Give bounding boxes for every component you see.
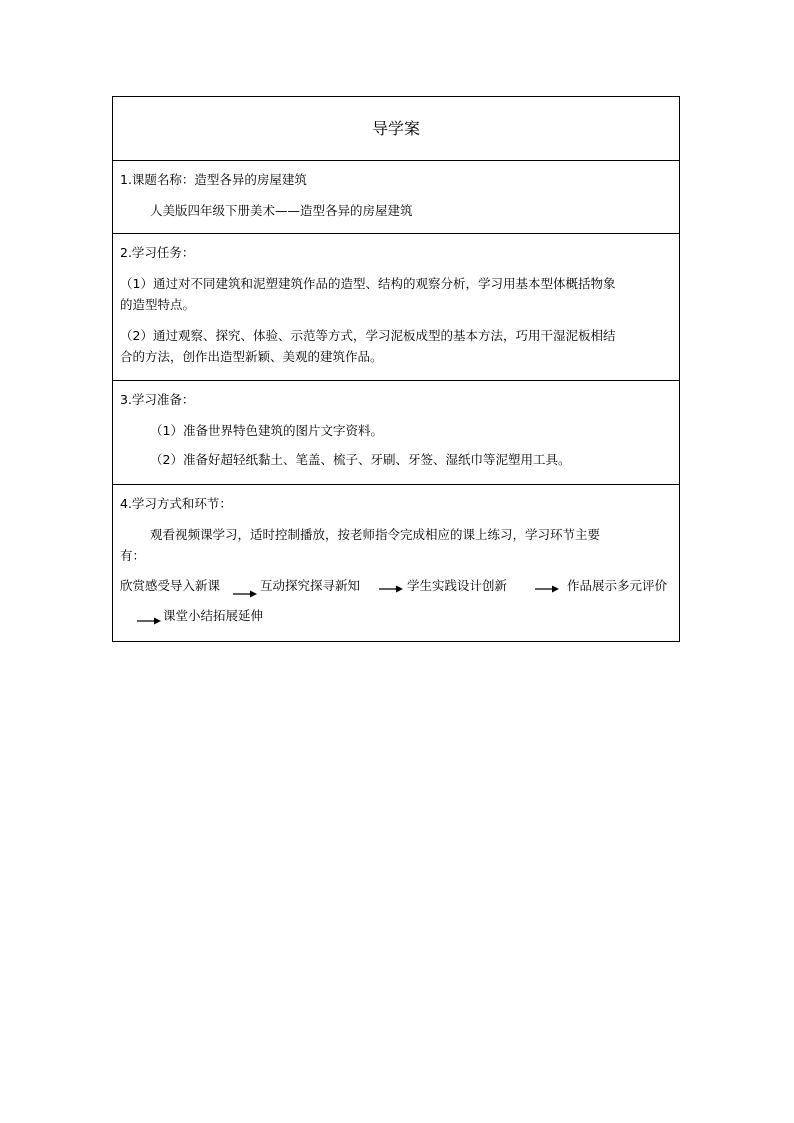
- process-flow-row-1: [120, 575, 672, 603]
- section-topic-heading: 1.课题名称：造型各异的房屋建筑: [120, 172, 307, 187]
- process-step-3: 学生实践设计创新: [407, 578, 508, 593]
- arrow-right-icon: [535, 584, 559, 594]
- task-item-1: [120, 273, 672, 315]
- section-topic: [113, 160, 679, 233]
- prep-item-2: （2）准备好超轻纸黏土、笔盖、梳子、牙刷、牙签、湿纸巾等泥塑用工具。: [150, 452, 571, 467]
- section-method: [113, 484, 679, 641]
- task-item-2: [120, 325, 672, 367]
- section-tasks: [113, 233, 679, 380]
- section-topic-content: 人美版四年级下册美术——造型各异的房屋建筑: [150, 203, 413, 218]
- section-tasks-heading: 2.学习任务：: [120, 245, 195, 260]
- method-intro-line-2: 有：: [120, 548, 146, 563]
- section-preparation: [113, 380, 679, 484]
- method-intro-line-1: 观看视频课学习，适时控制播放，按老师指令完成相应的课上练习，学习环节主要: [150, 527, 601, 542]
- section-method-heading: 4.学习方式和环节：: [120, 496, 232, 511]
- arrow-right-icon: [233, 589, 257, 599]
- title-row: [113, 97, 679, 160]
- prep-item-1: （1）准备世界特色建筑的图片文字资料。: [150, 423, 383, 438]
- process-step-4: 作品展示多元评价: [567, 578, 668, 593]
- process-step-2: 互动探究探寻新知: [260, 578, 361, 593]
- process-flow-row-2: [120, 605, 672, 633]
- guide-table: [112, 96, 680, 642]
- process-step-5: 课堂小结拓展延伸: [163, 608, 264, 623]
- arrow-right-icon: [379, 584, 403, 594]
- process-step-1: 欣赏感受导入新课: [120, 578, 221, 593]
- arrow-right-icon: [137, 616, 161, 626]
- task-item-2-line-2: 合的方法，创作出造型新颖、美观的建筑作品。: [120, 349, 383, 364]
- task-item-2-line-1: （2）通过观察、探究、体验、示范等方式，学习泥板成型的基本方法，巧用干湿泥板相结: [120, 328, 616, 343]
- section-preparation-heading: 3.学习准备：: [120, 392, 195, 407]
- method-intro: [120, 524, 672, 566]
- document-title: 导学案: [371, 119, 420, 138]
- task-item-1-line-1: （1）通过对不同建筑和泥塑建筑作品的造型、结构的观察分析，学习用基本型体概括物象: [120, 276, 616, 291]
- task-item-1-line-2: 的造型特点。: [120, 297, 196, 312]
